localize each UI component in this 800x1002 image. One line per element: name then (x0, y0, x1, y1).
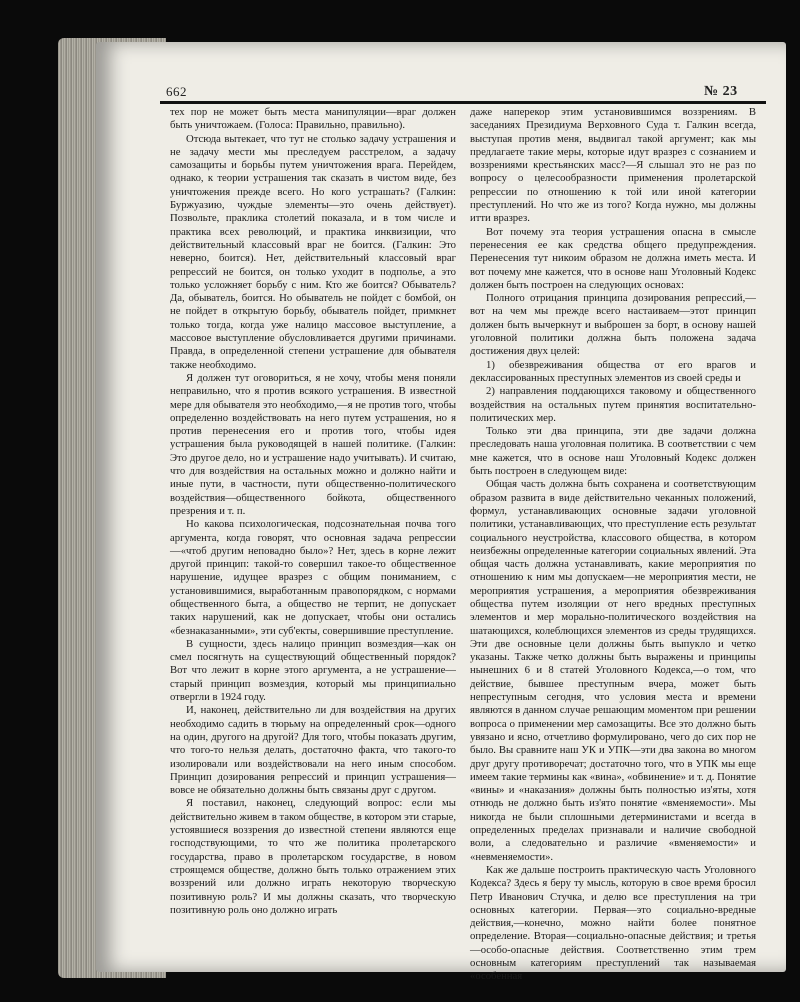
paragraph: И, наконец, действительно ли для воздействия на других необходимо садить в тюрьму на определенный срок—одного на один, другого на другой? Для того, чтобы показать другим, что того-то нельзя делать, достаточно факта, что такого-то изолировали или воздействовали на него иным способом. Принцип дозирования репрессий и принцип устрашения—вовсе не обязательно должны быть связаны друг с другом. (170, 704, 456, 797)
paragraph: Только эти два принципа, эти две задачи должна преследовать наша уголовная политика. В соответствии с чем мне кажется, что в основе наш Уголовный Кодекс должен быть построен в следующем виде: (470, 425, 756, 478)
list-item: 1) обезвреживания общества от его врагов и деклассированных преступных элементов из своей среды и (470, 358, 756, 384)
left-column (170, 106, 456, 940)
paragraph: тех пор не может быть места манипуляции—враг должен быть уничтожаем. (Голоса: Правильно, правильно). (170, 106, 456, 132)
paragraph: Я должен тут оговориться, я не хочу, чтобы меня поняли неправильно, что я против всякого устрашения. В известной мере для обывателя это необходимо,—я не против того, чтобы определенно воздействовать на него путем устрашения, но я против перенесения его и против того, чтобы идея устрашения была руководящей в нашей политике. (Галкин: Это другое дело, но и устрашение надо учитывать). И считаю, что для воздействия на остальных можно и должно найти и иные пути, в частности, пути общественно-политического воздействия—общественного бойкота, общественного презрения и т. п. (170, 371, 456, 517)
paragraph: даже наперекор этим установившимся воззрениям. В заседаниях Президиума Верховного Суда т. Галкин всегда, выступая против меня, выдвигал такой аргумент; как мы предлагаете такие меры, которые идут вразрез с сознанием и воззрениями крестьянских масс?—Я слышал это не раз по вопросу о целесообразности применения пролетарской репрессии по отношению к той или иной категории преступлений. Но что же из того? Когда нужно, мы должны итти вразрез. (470, 106, 756, 225)
list-item: 2) направления поддающихся таковому и общественного воздействия на остальных путем принятия воспитательно-политических мер. (470, 385, 756, 424)
paragraph: Как же дальше построить практическую часть Уголовного Кодекса? Здесь я беру ту мысль, которую в свое время бросил Петр Иванович Стучка, и делю все преступления на три основных категории. Первая—это социально-вредные действия,—конечно, можно найти более понятное определение. Вторая—социально-опасные действия; и третья—особо-опасные действия. Соответственно этим трем основным категориям преступлений так называемая «особенная (470, 863, 756, 983)
paragraph: Полного отрицания принципа дозирования репрессий,—вот на чем мы прежде всего настаиваем—этот принцип должен быть вычеркнут и выброшен за борт, в основу нашей уголовной политики должна быть положена задача достижения двух целей: (470, 292, 756, 358)
paragraph: В сущности, здесь налицо принцип возмездия—как он смел посягнуть на существующий общественный порядок? Вот что лежит в корне этого аргумента, а не устрашение—старый принцип возмездия, который мы принципиально отвергли в 1924 году. (170, 637, 456, 704)
paragraph: Общая часть должна быть сохранена и соответствующим образом развита в виде действительно чеканных положений, формул, устанавливающих основные задачи уголовной политики, устанавливающих, что преступление есть результат социального неустройства, классового общества, в котором неизбежны определенные категории социальных явлений. Эта общая часть должна устанавливать, какие мероприятия по отношению к ним мы допускаем—не мероприятия мести, не мероприятия устрашения, а мероприятия обезвреживания общества путем изоляции от него вредных преступных элементов и мер морально-политического воздействия на шатающихся, колеблющихся элементов из среды трудящихся. Эти две основные цели должны быть выпукло и четко указаны. Также четко должны быть выражены и принципы нынешних 6 и 8 статей Уголовного Кодекса,—о том, что действие, бывшее преступным вчера, может быть непреступным сегодня, что условия места и времени являются в данном случае решающим моментом при решении вопроса о применении мер самозащиты. Все это должно быть увязано и ясно, отчетливо формулировано, чего до сих пор не было. Вы сравните наш УК и УПК—эти два закона во многом друг другу противоречат; достаточно того, что в УПК мы еще имеем такие термины как «вина», «обвинение» и т. д. Понятие «вины» и «наказания» должны быть полностью из'яты, хотя отнюдь не должно быть из'ято понятие «вменяемости». Мы никогда не были сплошными детерминистами и всегда в определенных пределах признавали и наличие свободной воли, а следовательно и различие «вменяемости» и «невменяемости». (470, 478, 756, 863)
issue-number: № 23 (704, 84, 738, 99)
page-number: 662 (166, 84, 187, 99)
paragraph: Вот почему эта теория устрашения опасна в смысле перенесения ее как средства общего предупреждения. Перенесения тут никоим образом не должна иметь места. И вот почему мне кажется, что в основе наш Уголовный Кодекс должен быть построен на следующих основах: (470, 225, 756, 291)
paragraph: Отсюда вытекает, что тут не столько задачу устрашения и не задачу мести мы преследуем расстрелом, а задачу самозащиты и борьбы путем уничтожения врага. Перейдем, однако, к теории устрашения так сказать в чистом виде, без уничтожения прежде всего. Но кого устрашать? (Галкин: Буржуазию, чуждые элементы—это очень действует). Позвольте, праклика столетий показала, и в том числе и практика всех революций, и практика инквизиции, что действительный классовый враг не боится. (Галкин: Это неверно, боится). Нет, действительный классовый враг репрессий не боится, он только уходит в подполье, а это только усложняет борьбу с ним. Кто же боится? Обыватель? Да, обыватель, боится. Но обыватель не пойдет с бомбой, он не пойдет в открытую борьбу, обыватель пойдет, примкнет только тогда, когда уже налицо массовое выступление, а массовое выступление обусловливается другими причинами. Правда, в определенной степени устрашение для обывателя также необходимо. (170, 132, 456, 371)
paragraph: Я поставил, наконец, следующий вопрос: если мы действительно живем в таком обществе, в котором эти старые, устоявшиеся воззрения до известной степени являются еще господствующими, то что же политика пролетарского государства, право в пролетарском государстве, в новом строящемся обществе, должно быть только отражением этих воззрений или должно играть некоторую творческую позитивную роль? И мы должны сказать, что творческую позитивную роль оно должно играть (170, 797, 456, 916)
right-column (470, 106, 756, 983)
paragraph: Но какова психологическая, подсознательная почва того аргумента, когда говорят, что основная задача репрессии—«чтоб другим неповадно было»? Нет, здесь в корне лежит другой принцип: такой-то совершил такое-то общественное нарушение, идущее вразрез с общим пониманием, с установившимися, выработанным правопорядком, с нормами общественного быта, а общество не терпит, не допускает таких нарушений, как не допускает, чтобы они остались «безнаказанными», эти суб'екты, совершившие преступление. (170, 518, 456, 637)
header-rule (160, 101, 766, 104)
